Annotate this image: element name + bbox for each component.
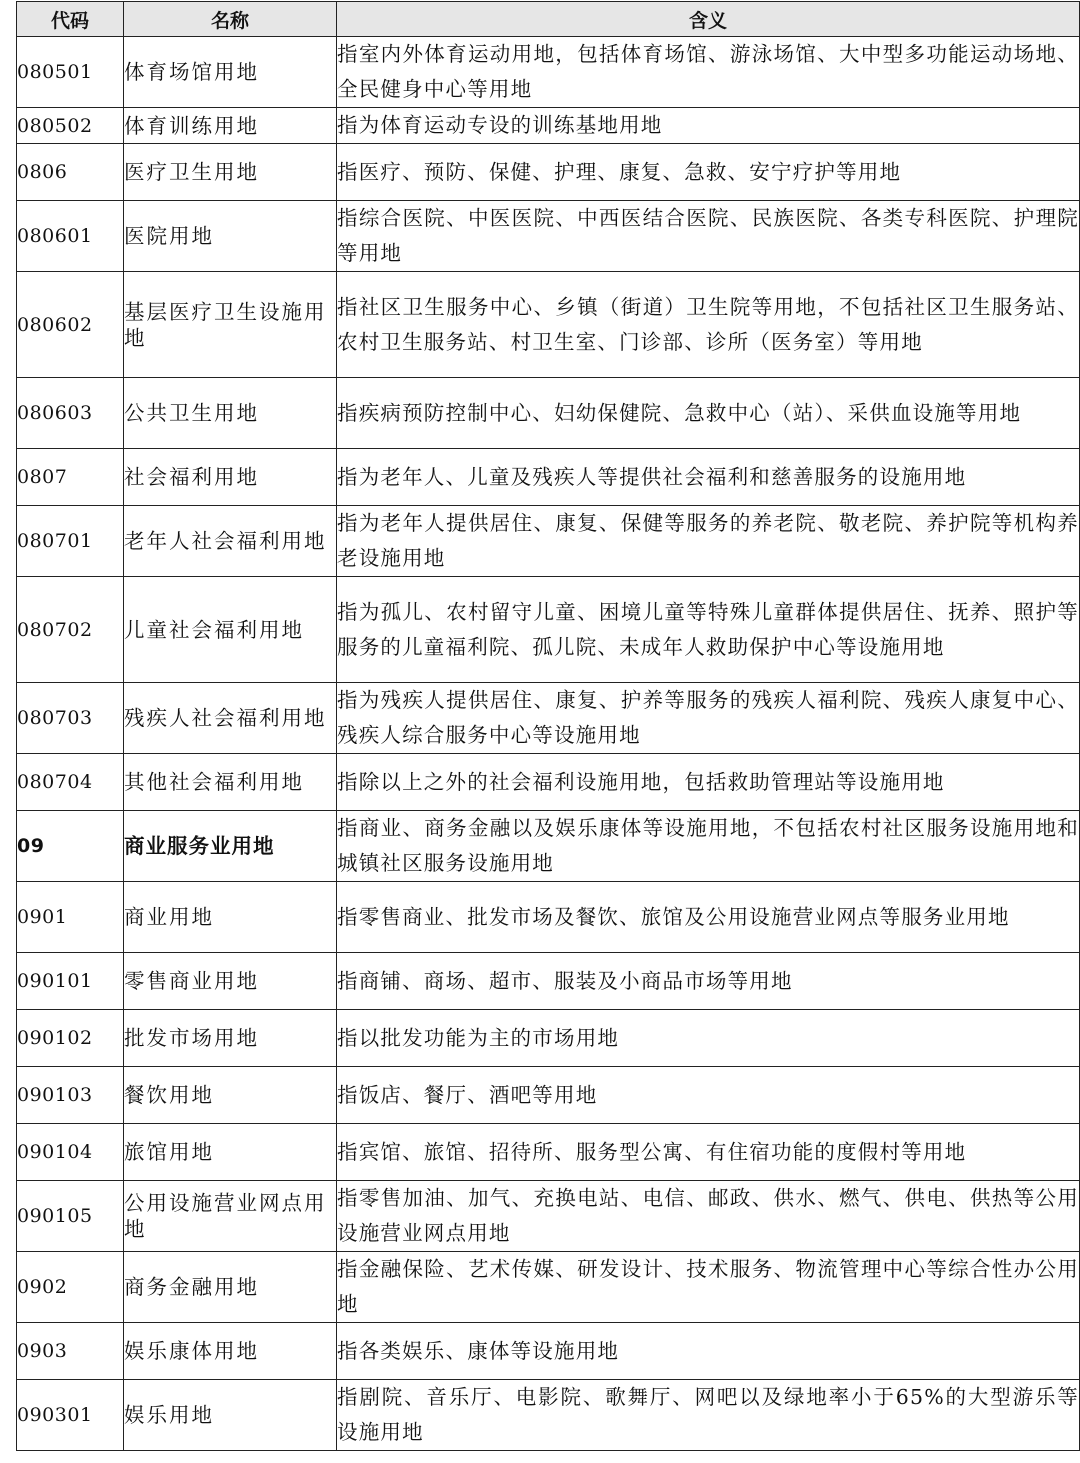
name-cell: 旅馆用地 xyxy=(124,1124,337,1181)
name-cell: 商务金融用地 xyxy=(124,1252,337,1323)
name-cell: 医院用地 xyxy=(124,201,337,272)
table-header-row xyxy=(17,2,1080,37)
name-cell: 娱乐用地 xyxy=(124,1380,337,1451)
name-cell: 社会福利用地 xyxy=(124,449,337,506)
code-cell: 080703 xyxy=(17,683,124,754)
meaning-cell: 指为残疾人提供居住、康复、护养等服务的残疾人福利院、残疾人康复中心、残疾人综合服务中心等设施用地 xyxy=(337,683,1080,754)
table-row xyxy=(17,378,1080,449)
code-cell: 090105 xyxy=(17,1181,124,1252)
table-row xyxy=(17,1010,1080,1067)
name-cell: 批发市场用地 xyxy=(124,1010,337,1067)
table-row xyxy=(17,506,1080,577)
meaning-cell: 指零售加油、加气、充换电站、电信、邮政、供水、燃气、供电、供热等公用设施营业网点用地 xyxy=(337,1181,1080,1252)
table-row xyxy=(17,953,1080,1010)
meaning-cell: 指为体育运动专设的训练基地用地 xyxy=(337,108,1080,144)
meaning-cell: 指以批发功能为主的市场用地 xyxy=(337,1010,1080,1067)
name-cell: 体育训练用地 xyxy=(124,108,337,144)
land-use-classification-table xyxy=(16,1,1080,1451)
name-cell: 商业服务业用地 xyxy=(124,811,337,882)
name-cell: 零售商业用地 xyxy=(124,953,337,1010)
meaning-cell: 指综合医院、中医医院、中西医结合医院、民族医院、各类专科医院、护理院等用地 xyxy=(337,201,1080,272)
table-row xyxy=(17,577,1080,683)
table-row xyxy=(17,1124,1080,1181)
meaning-cell: 指各类娱乐、康体等设施用地 xyxy=(337,1323,1080,1380)
meaning-cell: 指商业、商务金融以及娱乐康体等设施用地，不包括农村社区服务设施用地和城镇社区服务设施用地 xyxy=(337,811,1080,882)
code-cell: 080501 xyxy=(17,37,124,108)
code-cell: 080602 xyxy=(17,272,124,378)
table-row xyxy=(17,201,1080,272)
code-cell: 080502 xyxy=(17,108,124,144)
table-row xyxy=(17,683,1080,754)
code-cell: 080702 xyxy=(17,577,124,683)
code-cell: 090101 xyxy=(17,953,124,1010)
meaning-cell: 指除以上之外的社会福利设施用地，包括救助管理站等设施用地 xyxy=(337,754,1080,811)
table-row xyxy=(17,108,1080,144)
meaning-cell: 指疾病预防控制中心、妇幼保健院、急救中心（站）、采供血设施等用地 xyxy=(337,378,1080,449)
name-cell: 体育场馆用地 xyxy=(124,37,337,108)
table-row xyxy=(17,272,1080,378)
meaning-cell: 指社区卫生服务中心、乡镇（街道）卫生院等用地，不包括社区卫生服务站、农村卫生服务站、村卫生室、门诊部、诊所（医务室）等用地 xyxy=(337,272,1080,378)
meaning-cell: 指宾馆、旅馆、招待所、服务型公寓、有住宿功能的度假村等用地 xyxy=(337,1124,1080,1181)
table-row xyxy=(17,1067,1080,1124)
code-cell: 080701 xyxy=(17,506,124,577)
code-cell: 090104 xyxy=(17,1124,124,1181)
name-cell: 老年人社会福利用地 xyxy=(124,506,337,577)
meaning-cell: 指室内外体育运动用地，包括体育场馆、游泳场馆、大中型多功能运动场地、全民健身中心等用地 xyxy=(337,37,1080,108)
name-cell: 医疗卫生用地 xyxy=(124,144,337,201)
code-cell: 0901 xyxy=(17,882,124,953)
meaning-cell: 指商铺、商场、超市、服装及小商品市场等用地 xyxy=(337,953,1080,1010)
meaning-cell: 指零售商业、批发市场及餐饮、旅馆及公用设施营业网点等服务业用地 xyxy=(337,882,1080,953)
header-name: 名称 xyxy=(124,2,337,37)
code-cell: 09 xyxy=(17,811,124,882)
code-cell: 0807 xyxy=(17,449,124,506)
meaning-cell: 指为老年人提供居住、康复、保健等服务的养老院、敬老院、养护院等机构养老设施用地 xyxy=(337,506,1080,577)
name-cell: 公用设施营业网点用地 xyxy=(124,1181,337,1252)
meaning-cell: 指为老年人、儿童及残疾人等提供社会福利和慈善服务的设施用地 xyxy=(337,449,1080,506)
table-row xyxy=(17,754,1080,811)
code-cell: 090103 xyxy=(17,1067,124,1124)
table-row xyxy=(17,449,1080,506)
table-row xyxy=(17,144,1080,201)
code-cell: 080603 xyxy=(17,378,124,449)
name-cell: 基层医疗卫生设施用地 xyxy=(124,272,337,378)
name-cell: 儿童社会福利用地 xyxy=(124,577,337,683)
name-cell: 残疾人社会福利用地 xyxy=(124,683,337,754)
code-cell: 080704 xyxy=(17,754,124,811)
table-row xyxy=(17,811,1080,882)
name-cell: 娱乐康体用地 xyxy=(124,1323,337,1380)
code-cell: 0806 xyxy=(17,144,124,201)
code-cell: 0903 xyxy=(17,1323,124,1380)
name-cell: 餐饮用地 xyxy=(124,1067,337,1124)
table-row xyxy=(17,1323,1080,1380)
meaning-cell: 指饭店、餐厅、酒吧等用地 xyxy=(337,1067,1080,1124)
table-row xyxy=(17,1252,1080,1323)
meaning-cell: 指剧院、音乐厅、电影院、歌舞厅、网吧以及绿地率小于65%的大型游乐等设施用地 xyxy=(337,1380,1080,1451)
table-row xyxy=(17,1380,1080,1451)
code-cell: 090102 xyxy=(17,1010,124,1067)
meaning-cell: 指金融保险、艺术传媒、研发设计、技术服务、物流管理中心等综合性办公用地 xyxy=(337,1252,1080,1323)
table-row xyxy=(17,37,1080,108)
header-meaning: 含义 xyxy=(337,2,1080,37)
table-row xyxy=(17,1181,1080,1252)
meaning-cell: 指为孤儿、农村留守儿童、困境儿童等特殊儿童群体提供居住、抚养、照护等服务的儿童福利院、孤儿院、未成年人救助保护中心等设施用地 xyxy=(337,577,1080,683)
table-body xyxy=(17,37,1080,1451)
code-cell: 090301 xyxy=(17,1380,124,1451)
code-cell: 0902 xyxy=(17,1252,124,1323)
name-cell: 商业用地 xyxy=(124,882,337,953)
code-cell: 080601 xyxy=(17,201,124,272)
name-cell: 其他社会福利用地 xyxy=(124,754,337,811)
header-code: 代码 xyxy=(17,2,124,37)
table-row xyxy=(17,882,1080,953)
meaning-cell: 指医疗、预防、保健、护理、康复、急救、安宁疗护等用地 xyxy=(337,144,1080,201)
name-cell: 公共卫生用地 xyxy=(124,378,337,449)
